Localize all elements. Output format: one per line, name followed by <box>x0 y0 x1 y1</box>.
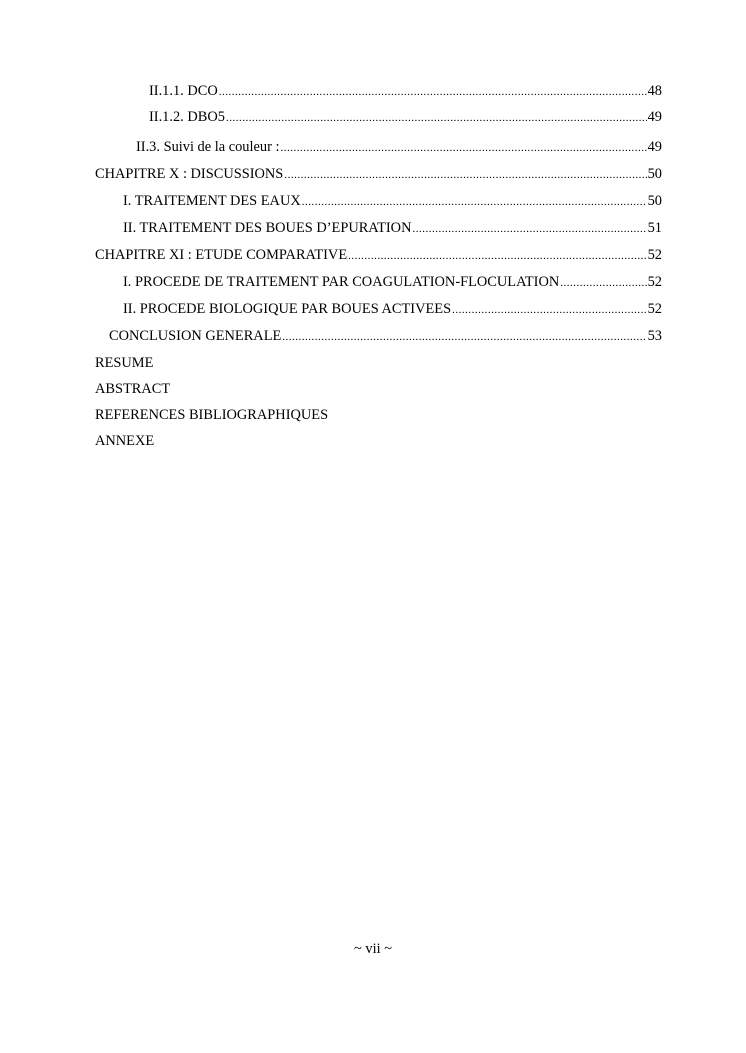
toc-entry-page: 49 <box>647 139 662 155</box>
dot-leader <box>452 302 647 319</box>
toc-entry-suivi-couleur[interactable] <box>95 139 662 157</box>
toc-entry-page: 50 <box>647 166 662 182</box>
toc-entry-page: 52 <box>647 301 662 317</box>
toc-entry-chapitre-xi[interactable] <box>95 247 662 265</box>
dot-leader <box>226 110 647 127</box>
toc-entry-label: CHAPITRE X : DISCUSSIONS <box>95 166 284 182</box>
toc-entry-page: 52 <box>647 274 662 290</box>
toc-entry-abstract[interactable] <box>95 381 662 398</box>
dot-leader <box>302 194 647 211</box>
toc-entry-traitement-boues[interactable] <box>95 220 662 238</box>
toc-entry-chapitre-x[interactable] <box>95 166 662 184</box>
dot-leader <box>282 329 646 346</box>
toc-entry-dco[interactable] <box>95 83 662 101</box>
dot-leader <box>284 167 646 184</box>
toc-entry-page: 52 <box>647 247 662 263</box>
toc-entry-label: I. TRAITEMENT DES EAUX <box>123 193 301 209</box>
toc-entry-label: REFERENCES BIBLIOGRAPHIQUES <box>95 407 329 423</box>
toc-entry-boues-activees[interactable] <box>95 301 662 319</box>
toc-entry-label: RESUME <box>95 355 154 371</box>
page-number: ~ vii ~ <box>354 941 392 957</box>
toc-entry-label: II. PROCEDE BIOLOGIQUE PAR BOUES ACTIVEES <box>123 301 452 317</box>
toc-entry-label: CHAPITRE XI : ETUDE COMPARATIVE <box>95 247 348 263</box>
toc-entry-coagulation-floculation[interactable] <box>95 274 662 292</box>
toc-entry-dbo5[interactable] <box>95 109 662 127</box>
dot-leader <box>280 140 646 157</box>
toc-entry-annexe[interactable] <box>95 433 662 450</box>
toc-entry-traitement-eaux[interactable] <box>95 193 662 211</box>
dot-leader <box>348 248 647 265</box>
toc-entry-references[interactable] <box>95 407 662 424</box>
toc-entry-label: CONCLUSION GENERALE <box>109 328 282 344</box>
toc-entry-resume[interactable] <box>95 355 662 372</box>
dot-leader <box>560 275 646 292</box>
toc-entry-label: II. TRAITEMENT DES BOUES D’EPURATION <box>123 220 412 236</box>
dot-leader <box>412 221 646 238</box>
toc-entry-label: ABSTRACT <box>95 381 171 397</box>
toc-entry-label: I. PROCEDE DE TRAITEMENT PAR COAGULATION-FLOCULATION <box>123 274 560 290</box>
toc-entry-page: 48 <box>647 83 662 99</box>
toc-entry-label: II.3. Suivi de la couleur : <box>136 139 280 155</box>
toc-entry-page: 49 <box>647 109 662 125</box>
toc-entry-page: 51 <box>647 220 662 236</box>
toc-entry-label: II.1.2. DBO5 <box>149 109 225 125</box>
toc-entry-label: II.1.1. DCO <box>149 83 218 99</box>
dot-leader <box>219 84 647 101</box>
toc-entry-label: ANNEXE <box>95 433 155 449</box>
toc-entry-conclusion[interactable] <box>95 328 662 346</box>
toc-entry-page: 53 <box>647 328 662 344</box>
table-of-contents <box>95 79 662 450</box>
toc-entry-page: 50 <box>647 193 662 209</box>
